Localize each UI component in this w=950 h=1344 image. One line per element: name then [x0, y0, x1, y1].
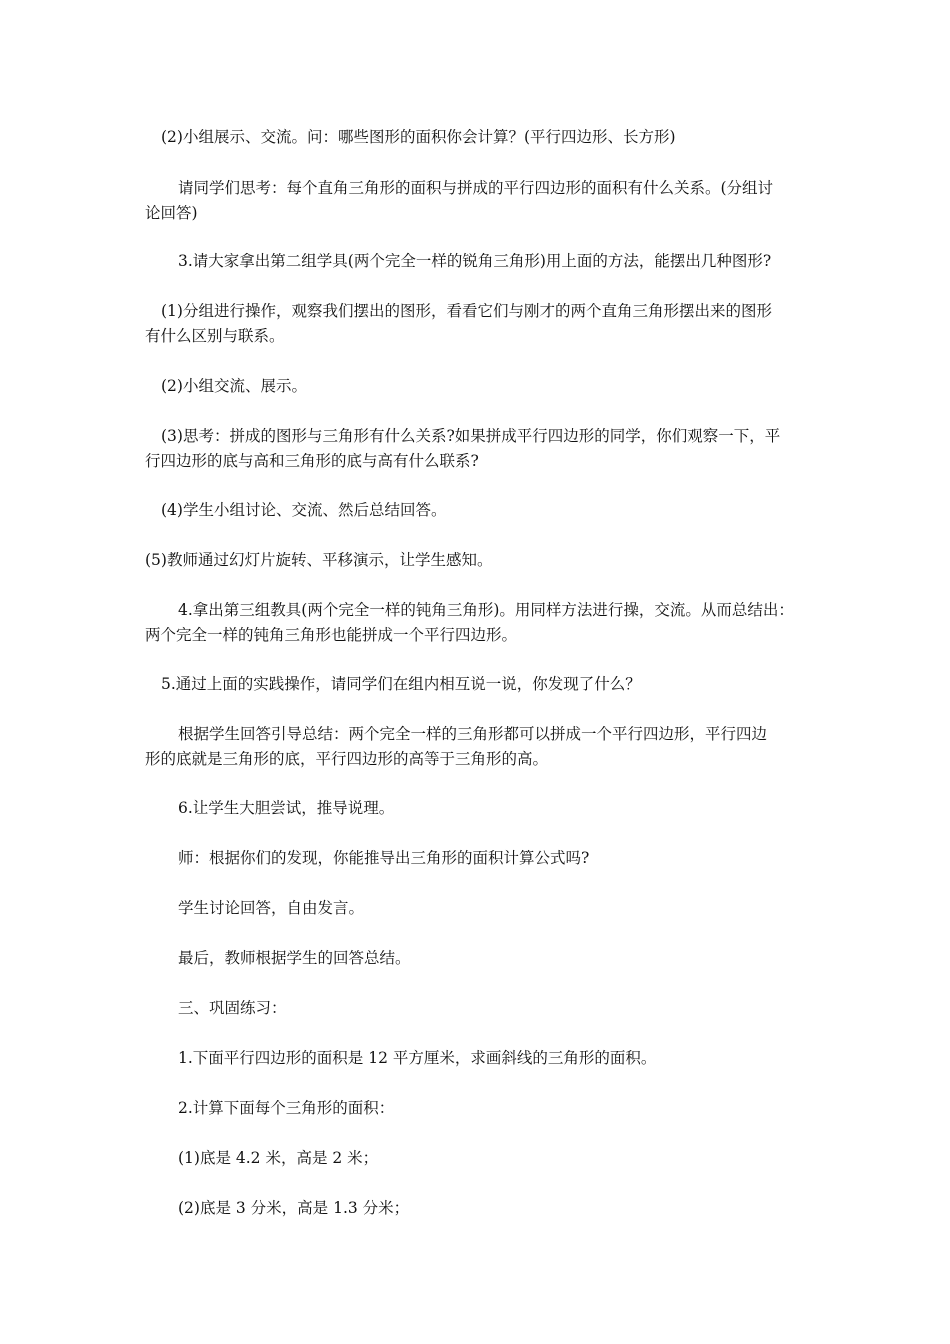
text-line: 3.请大家拿出第二组学具(两个完全一样的锐角三角形)用上面的方法，能摆出几种图形?	[178, 252, 772, 270]
paragraph	[145, 1146, 815, 1171]
paragraph	[145, 672, 815, 697]
text-line: (4)学生小组讨论、交流、然后总结回答。	[161, 501, 447, 519]
text-line: 4.拿出第三组教具(两个完全一样的钝角三角形)。用同样方法进行操，交流。从而总结出：	[178, 601, 794, 619]
text-line: 1.下面平行四边形的面积是 12 平方厘米，求画斜线的三角形的面积。	[178, 1049, 657, 1067]
text-line: 2.计算下面每个三角形的面积：	[178, 1099, 395, 1117]
paragraph	[145, 1096, 815, 1121]
paragraph	[145, 1196, 815, 1221]
paragraph	[145, 176, 815, 226]
text-line: 两个完全一样的钝角三角形也能拼成一个平行四边形。	[145, 626, 518, 644]
paragraph	[145, 374, 815, 399]
text-line: 有什么区别与联系。	[145, 327, 285, 345]
paragraph	[145, 125, 815, 150]
text-line: 师：根据你们的发现，你能推导出三角形的面积计算公式吗?	[178, 849, 590, 867]
text-line: 5.通过上面的实践操作，请同学们在组内相互说一说，你发现了什么？	[161, 675, 641, 693]
text-line: 学生讨论回答，自由发言。	[178, 899, 365, 917]
paragraph	[145, 424, 815, 474]
paragraph	[145, 846, 815, 871]
paragraph	[145, 796, 815, 821]
text-line: (1)分组进行操作，观察我们摆出的图形，看看它们与刚才的两个直角三角形摆出来的图形	[161, 302, 772, 320]
paragraph	[145, 548, 815, 573]
text-line: 形的底就是三角形的底，平行四边形的高等于三角形的高。	[145, 750, 549, 768]
text-line: 请同学们思考：每个直角三角形的面积与拼成的平行四边形的面积有什么关系。(分组讨	[178, 179, 774, 197]
paragraph	[145, 1046, 815, 1071]
text-line: (1)底是 4.2 米，高是 2 米；	[178, 1149, 379, 1167]
paragraph	[145, 299, 815, 349]
text-line: (2)底是 3 分米，高是 1.3 分米；	[178, 1199, 410, 1217]
text-line: 6.让学生大胆尝试，推导说理。	[178, 799, 395, 817]
paragraph	[145, 249, 815, 274]
text-line: 根据学生回答引导总结：两个完全一样的三角形都可以拼成一个平行四边形，平行四边	[178, 725, 768, 743]
paragraph	[145, 896, 815, 921]
text-line: 论回答)	[145, 204, 198, 222]
text-line: 最后，教师根据学生的回答总结。	[178, 949, 411, 967]
paragraph	[145, 498, 815, 523]
text-line: 三、巩固练习：	[178, 999, 287, 1017]
text-line: (3)思考：拼成的图形与三角形有什么关系?如果拼成平行四边形的同学，你们观察一下，平	[161, 427, 781, 445]
text-line: (5)教师通过幻灯片旋转、平移演示，让学生感知。	[145, 551, 493, 569]
paragraph	[145, 598, 815, 648]
text-line: (2)小组交流、展示。	[161, 377, 307, 395]
text-line: (2)小组展示、交流。问：哪些图形的面积你会计算？(平行四边形、长方形)	[161, 128, 676, 146]
text-line: 行四边形的底与高和三角形的底与高有什么联系?	[145, 452, 479, 470]
paragraph	[145, 946, 815, 971]
paragraph	[145, 722, 815, 772]
section-heading	[145, 996, 815, 1021]
